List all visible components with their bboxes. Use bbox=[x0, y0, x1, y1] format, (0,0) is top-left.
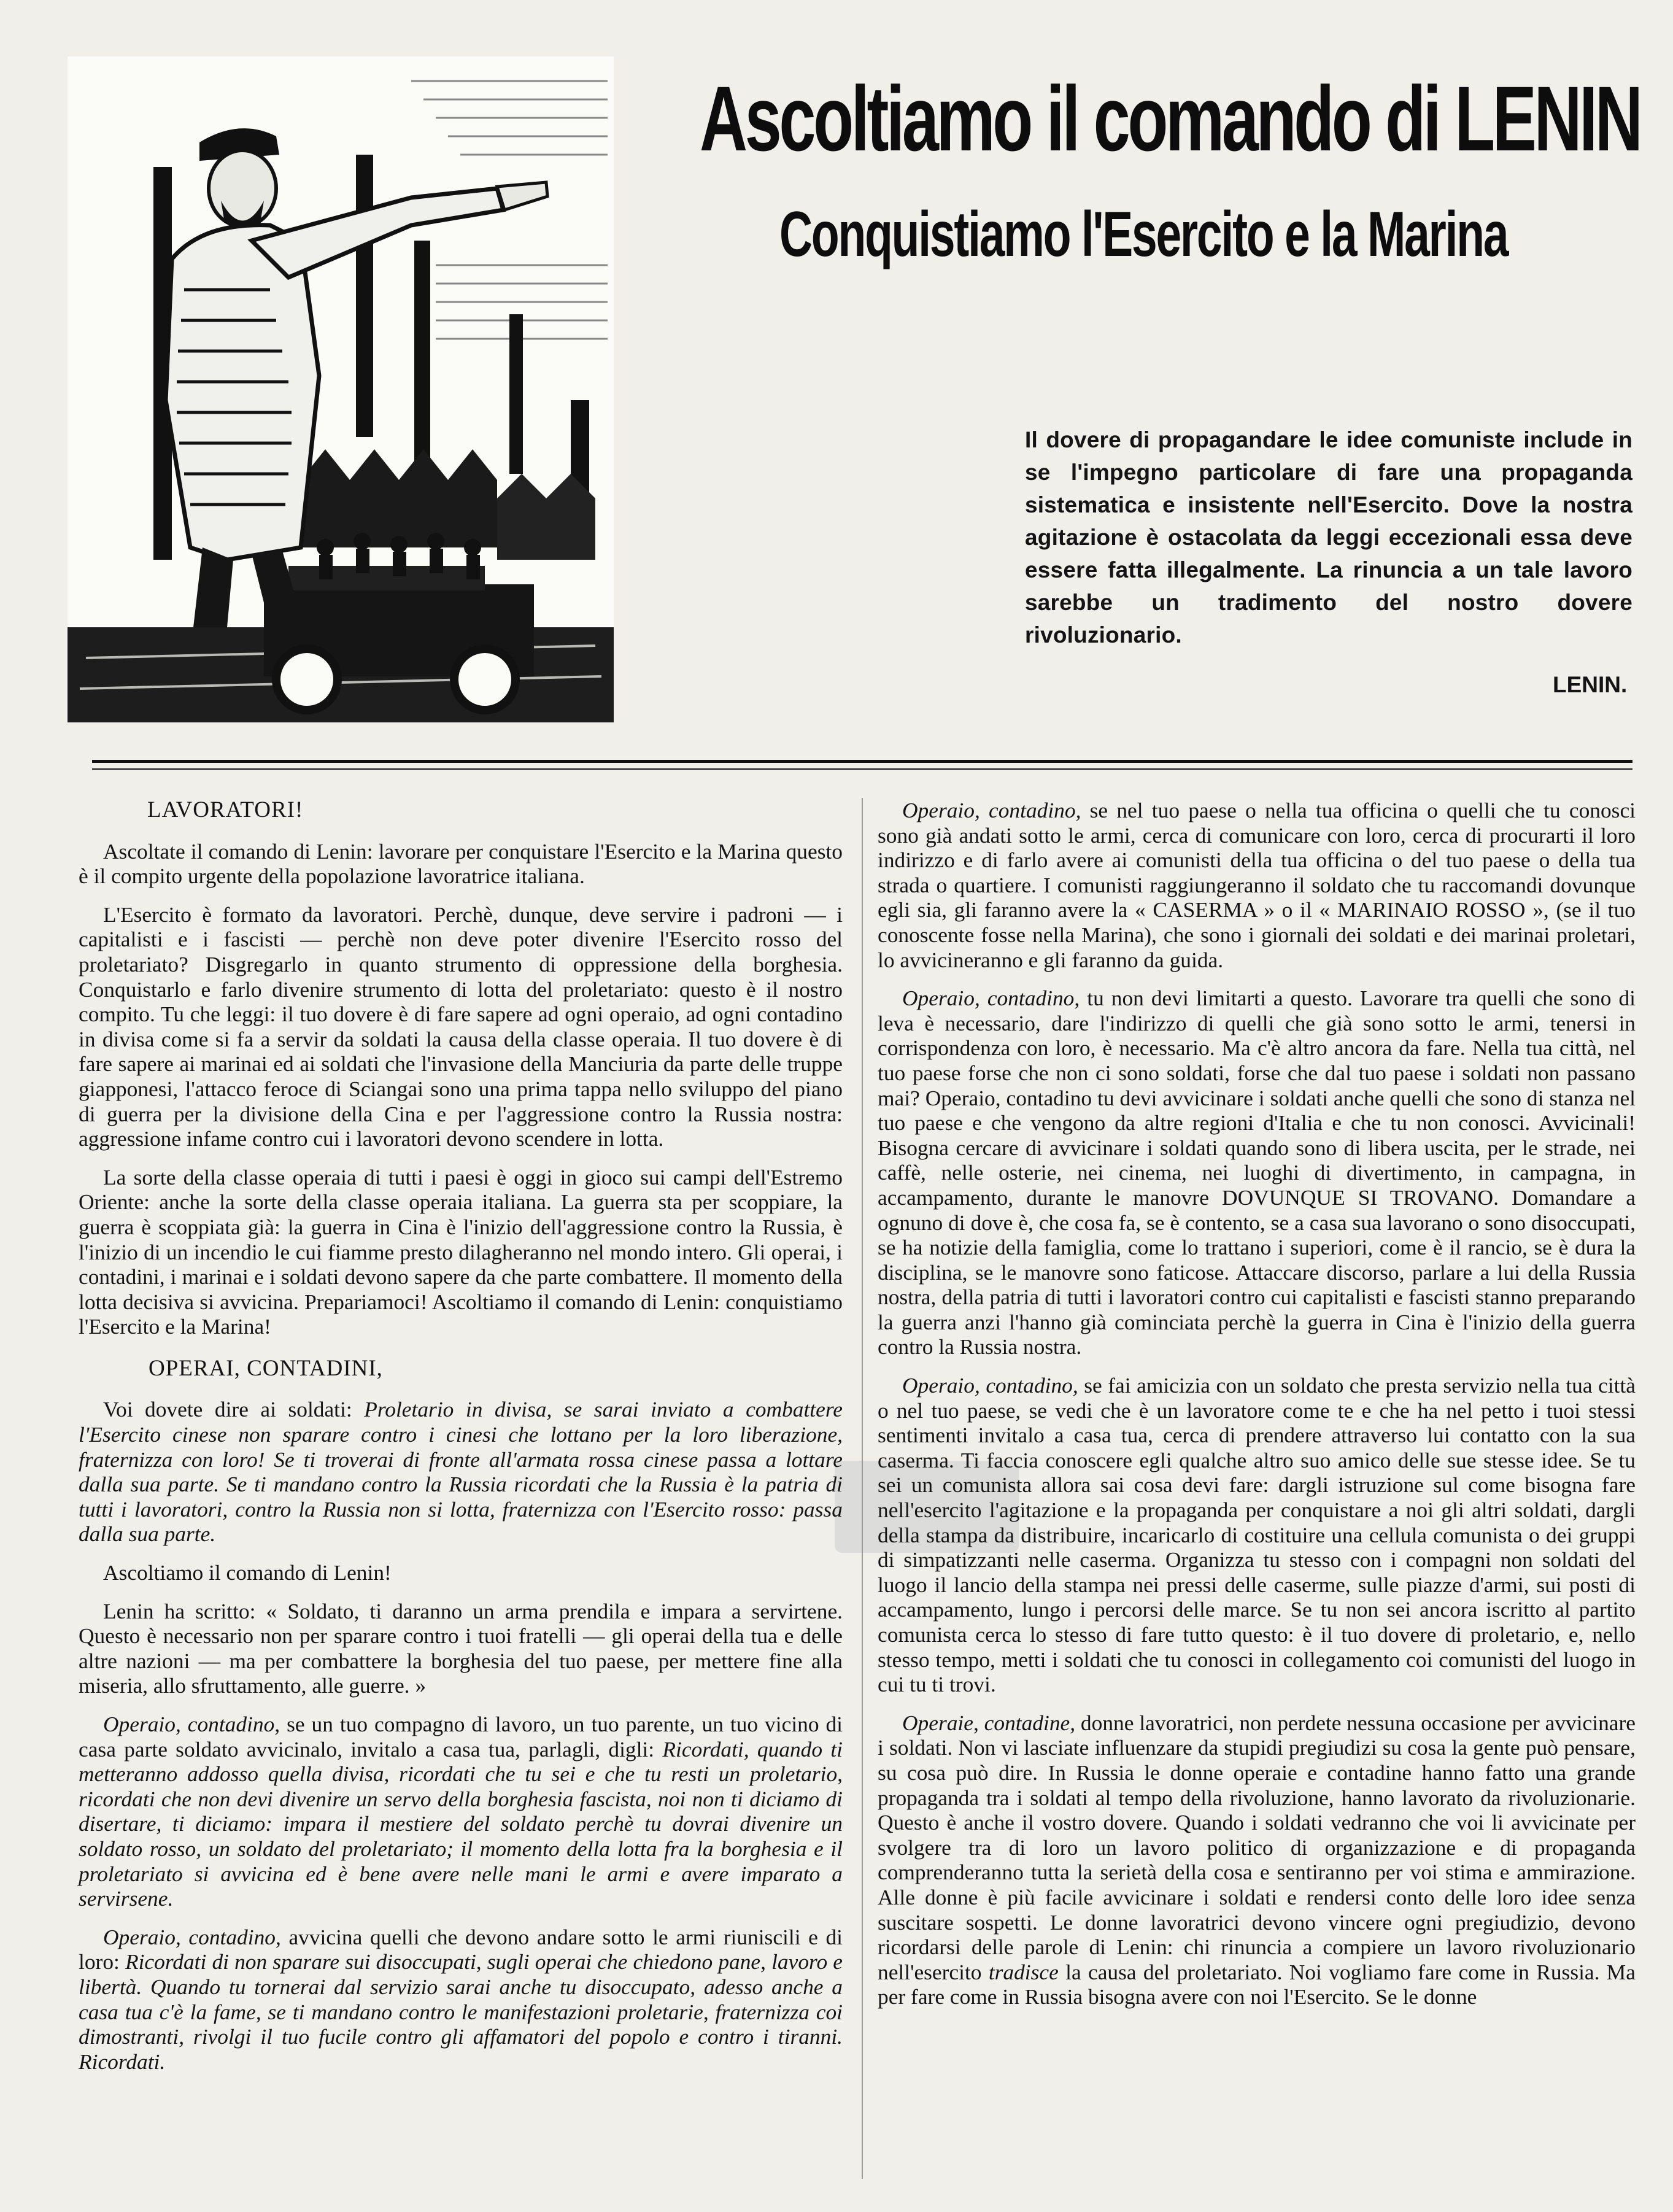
paragraph: Lenin ha scritto: « Soldato, ti daranno un arma prendila e impara a servirtene. Questo è necessario non per sparare contro i tuoi fratelli — gli operai della tua e delle altre nazioni — ma per combattere la borghesia del tuo paese, per mettere fine alla miseria, allo sfruttamento, alle guerre. » bbox=[79, 1598, 843, 1698]
paragraph bbox=[878, 798, 1636, 972]
heading-lavoratori: LAVORATORI! bbox=[147, 797, 304, 822]
paragraph-lead: Operaio, contadino, bbox=[902, 986, 1080, 1011]
paragraph-text: tu non devi limitarti a questo. Lavorare tra quelli che sono di leva è necessario, dare l'indirizzo di quelli che già sono sotto le armi, tenersi in corrispondenza con loro, è necessario. Ma c'è altro ancora da fare. Nella tua città, nel tuo paese forse che non ci sono soldati, forse che dal tuo paese i soldati non passano mai? Operaio, contadino tu devi avvicinare i soldati anche quelli che sono di stanza nel tuo paese e che vengono da altre regioni d'Italia e che tu non conosci. Avvicinali! Bisogna cercare di avvicinare i soldati quando sono di libera uscita, per le strade, nei caffè, nelle osterie, nei cinema, nei luoghi di divertimento, in campagna, in accampamento, durante le manovre DOVUNQUE SI TROVANO. Domandare a ognuno di dove è, che cosa fa, se è contento, se a casa sua lavorano o sono disoccupati, se ha notizie della famiglia, come lo trattano i superiori, come è il rancio, se è dura la disciplina, se le manovre sono faticose. Attaccare discorso, parlare a lui della Russia nostra, della patria di tutti i lavoratori contro cui capitalisti e fascisti stanno preparando la guerra anzi l'hanno già cominciata perchè la guerra in Cina è l'inizio della guerra contro la Russia nostra. bbox=[878, 986, 1636, 1359]
paragraph-lead: Operaio, contadino, bbox=[902, 1373, 1078, 1398]
paragraph-italic-text: tradisce bbox=[988, 1959, 1059, 1984]
paragraph bbox=[79, 1712, 843, 1911]
paragraph-text: avvicina quelli che devono andare sotto le armi riuniscili e di loro: bbox=[79, 1924, 843, 1974]
paragraph-text: se nel tuo paese o nella tua officina o quelli che tu conosci sono già andati sotto le armi, cerca di comunicare con loro, cerca di procurarti il loro indirizzo e di farlo avere ai comunisti della tua officina o del tuo paese o della tua strada o quartiere. I comunisti raggiungeranno il soldato che tu raccomandi dovunque egli sia, gli faranno avere la « CASERMA » o il « MARINAIO ROSSO », (se il tuo conoscente fosse nella Marina), che sono i giornali dei soldati e dei marinai proletari, lo avvicineranno e gli faranno da guida. bbox=[878, 798, 1636, 972]
paragraph-text: donne lavoratrici, non perdete nessuna occasione per avvicinare i soldati. Non vi lasciate influenzare da stupidi pregiudizi su cosa la gente può pensare, su cosa può dire. In Russia le donne operaie e contadine hanno fatto una grande propaganda tra i soldati al tempo della rivoluzione, hanno lavorato da rivoluzionarie. Questo è anche il vostro dovere. Quando i soldati vedranno che voi li avvicinate per svolgere tra di loro un lavoro politico di organizzazione e di propaganda comprenderanno tutta la serietà della cosa e sentiranno per voi stima e ammirazione. Alle donne è più facile avvicinare i soldati e rendersi conto delle loro idee senza suscitare sospetti. Le donne lavoratrici devono vincere ogni pregiudizio, devono ricordarsi delle parole di Lenin: chi rinuncia a compiere un lavoro rivoluzionario nell'esercito bbox=[878, 1710, 1636, 1984]
paragraph-lead: Operaio, contadino, bbox=[902, 798, 1081, 822]
paragraph-text: la causa del proletariato. Noi vogliamo fare come in Russia. Ma per fare come in Russia bisogna avere con noi l'Esercito. Se le donne bbox=[878, 1959, 1636, 2009]
paragraph: L'Esercito è formato da lavoratori. Perchè, dunque, deve servire i padroni — i capitalisti e i fascisti — perchè non deve poter divenire l'Esercito rosso del proletariato? Disgregarlo in quanto strumento di oppressione della borghesia. Conquistarlo e farlo divenire strumento di lotta del proletariato: questo è il nostro compito. Tu che leggi: il tuo dovere è di fare sapere ad ogni operaio, ad ogni contadino in divisa come si fa a servir da soldati la causa della classe operaia. Il tuo dovere è di fare sapere ai marinai ed ai soldati che l'invasione della Manciuria da parte delle truppe giapponesi, l'attacco feroce di Sciangai sono una prima tappa nello sviluppo del piano di guerra per la divisione della Cina e per l'aggressione contro la Russia nostra: aggressione infame contro cui i lavoratori devono scendere in lotta. bbox=[79, 902, 843, 1151]
headline: Ascoltiamo il comando di LENIN bbox=[700, 67, 1640, 170]
paragraph bbox=[878, 1711, 1636, 2009]
paragraph-lead: Operaio, contadino, bbox=[103, 1712, 280, 1736]
lenin-illustration bbox=[68, 56, 614, 722]
paragraph-italic-text: Ricordati, quando ti metteranno addosso quella divisa, ricordati che tu sei e che tu resti un proletario, ricordati che non devi divenire un servo della borghesia fascista, noi non ti diciamo di disertare, ti diciamo: impara il mestiere del soldato perchè tu dovrai divenire un soldato rosso, un soldato del proletariato; il momento della lotta fra la borghesia e il proletariato si avvicina ed è bene avere nelle mani le armi e avere imparato a servirsene. bbox=[79, 1736, 843, 1911]
paragraph bbox=[79, 1397, 843, 1547]
left-column bbox=[79, 798, 843, 2087]
heading-operai-contadini: OPERAI, CONTADINI, bbox=[149, 1355, 383, 1381]
paragraph-lead: Operaie, contadine, bbox=[902, 1710, 1076, 1735]
paragraph-text: se un tuo compagno di lavoro, un tuo parente, un tuo vicino di casa parte soldato avvicinalo, invitalo a casa tua, parlagli, digli: bbox=[79, 1712, 843, 1761]
paragraph-text: Voi dovete dire ai soldati: bbox=[103, 1397, 365, 1422]
paragraph-italic-text: Ricordati di non sparare sui disoccupati, sugli operai che chiedono pane, lavoro e libertà. Quando tu tornerai dal servizio sarai anche tu disoccupato, adesso anche a casa tua c'è la fame, se ti mandano contro le manifestazioni proletarie, fraternizza coi dimostranti, rivolgi il tuo fucile contro gli affamatori del popolo e contro i tiranni. Ricordati. bbox=[79, 1949, 843, 2074]
paragraph bbox=[79, 1925, 843, 2075]
paragraph-italic-text: Proletario in divisa, se sarai inviato a combattere l'Esercito cinese non sparare contro i cinesi che lottano per la loro liberazione, fraternizza con loro! Se ti troverai di fronte all'armata rossa cinese passa a lottare dalla sua parte. Se ti mandano contro la Russia ricordati che la Russia è la patria di tutti i lavoratori, contro la Russia non si lotta, fraternizza con l'Esercito rosso: passa dalla sua parte. bbox=[79, 1397, 843, 1547]
lenin-woodcut-image bbox=[68, 56, 614, 722]
paragraph bbox=[878, 986, 1636, 1359]
paragraph-text: se fai amicizia con un soldato che presta servizio nella tua città o nel tuo paese, se vedi che è un lavoratore come te e che ha nel petto i tuoi stessi sentimenti invitalo a casa tua, cerca di prendere attraverso lui contatto con la sua caserma. Ti faccia conoscere egli qualche altro suo amico delle sue stesse idee. Se tu sei un comunista allora sai cosa devi fare: dargli istruzione sul come bisogna fare nell'esercito l'agitazione e la propaganda per conquistare a noi gli altri soldati, dargli della stampa da distribuire, incaricarlo di costituire una cellula comunista o dei gruppi di simpatizzanti nelle caserma. Organizza tu stesso con i compagni non soldati del luogo il lancio della stampa nei pressi delle caserme, sulle piazze d'armi, sui posti di accampamento, lungo i percorsi delle marce. Se tu non sei ancora iscritto al partito comunista cerca lo stesso di fare tutto questo: è il tuo dovere di proletario, e, nello stesso tempo, metti i soldati che tu conosci in collegamento coi comunisti del luogo in cui tu ti trovi. bbox=[878, 1373, 1636, 1697]
section-rule bbox=[92, 760, 1632, 763]
right-column bbox=[878, 798, 1636, 2023]
paragraph: Ascoltate il comando di Lenin: lavorare per conquistare l'Esercito e la Marina questo è il compito urgente della popolazione lavoratrice italiana. bbox=[79, 838, 843, 889]
lenin-quote: Il dovere di propagandare le idee comuniste include in se l'impegno particolare di fare una propaganda sistematica e insistente nell'Esercito. Dove la nostra agitazione è ostacolata da leggi eccezionali essa deve essere fatta illegalmente. La rinuncia a un tale lavoro sarebbe un tradimento del nostro dovere rivoluzionario. bbox=[1025, 427, 1632, 648]
paragraph bbox=[878, 1373, 1636, 1697]
lenin-quote-signature: LENIN. bbox=[1553, 672, 1628, 697]
paragraph: Ascoltiamo il comando di Lenin! bbox=[103, 1560, 392, 1585]
section-rule-thin bbox=[92, 768, 1632, 770]
paragraph-lead: Operaio, contadino, bbox=[103, 1924, 281, 1949]
subheadline: Conquistiamo l'Esercito e la Marina bbox=[779, 199, 1508, 270]
paragraph: La sorte della classe operaia di tutti i paesi è oggi in gioco sui campi dell'Estremo Oriente: anche la sorte della classe operaia italiana. La guerra sta per scoppiare, la guerra è scoppiata già: la guerra in Cina è l'inizio dell'aggressione contro la Russia, è l'inizio di un incendio le cui fiamme presto dilagheranno nel mondo intero. Gli operai, i contadini, i marinai e i soldati devono sapere da che parte combattere. Il momento della lotta decisiva si avvicina. Prepariamoci! Ascoltiamo il comando di Lenin: conquistiamo l'Esercito e la Marina! bbox=[79, 1164, 843, 1339]
